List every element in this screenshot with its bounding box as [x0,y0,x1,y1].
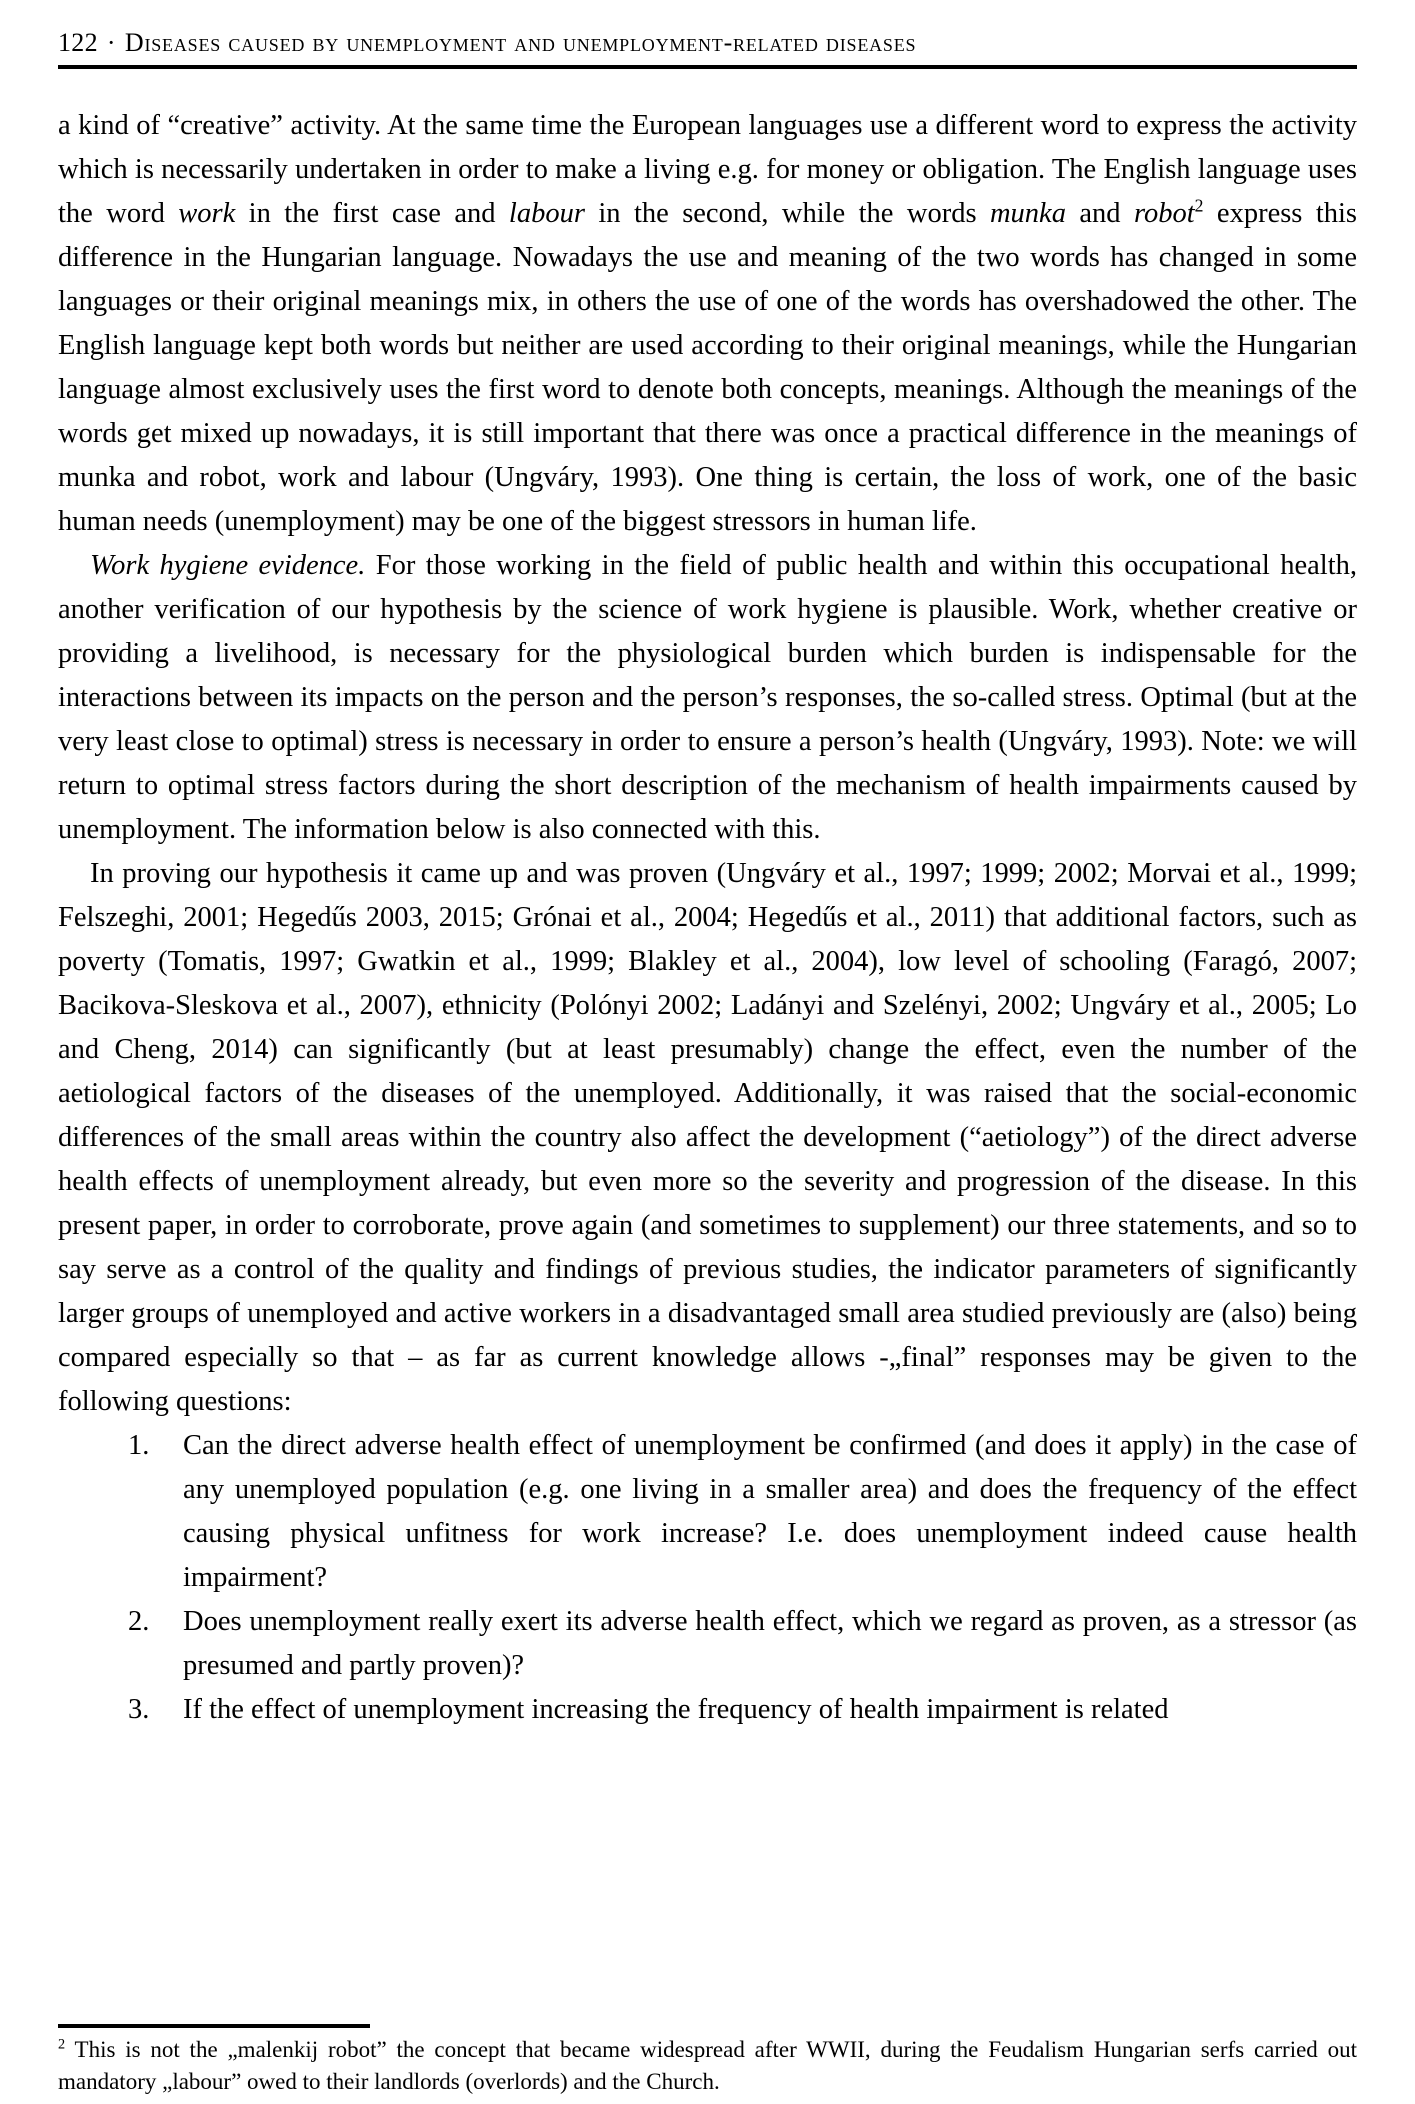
questions-list [58,1424,1357,1732]
list-item-text: If the effect of unemployment increasing the frequency of health impairment is related [183,1694,1169,1725]
paragraph-proving-hypothesis: In proving our hypothesis it came up and was proven (Ungváry et al., 1997; 1999; 2002; Morvai et al., 1999; Felszeghi, 2001; Hegedűs 2003, 2015; Grónai et al., 2004; Hegedűs et al., 2011) that additional factors, such as poverty (Tomatis, 1997; Gwatkin et al., 1999; Blakley et al., 2004), low level of schooling (Faragó, 2007; Bacikova-Sleskova et al., 2007), ethnicity (Polónyi 2002; Ladányi and Szelényi, 2002; Ungváry et al., 2005; Lo and Cheng, 2014) can significantly (but at least presumably) change the effect, even the number of the aetiological factors of the diseases of the unemployed. Additionally, it was raised that the social-economic differences of the small areas within the country also affect the development (“aetiology”) of the direct adverse health effects of unemployment already, but even more so the severity and progression of the disease. In this present paper, in order to corroborate, prove again (and sometimes to supplement) our three statements, and so to say serve as a control of the quality and findings of previous studies, the indicator parameters of significantly larger groups of unemployed and active workers in a disadvantaged small area studied previously are (also) being compared especially so that – as far as current knowledge allows -„final” responses may be given to the following questions: [58,858,1357,1417]
paragraph-continuation: a kind of “creative” activity. At the same time the European languages use a different word to express the activity which is necessarily undertaken in order to make a living e.g. for money or obligation. The English language uses the word work in the first case and labour in the second, while the words munka and robot$^2$ express this difference in the Hungarian language. Nowadays the use and meaning of the two words has changed in some languages or their original meanings mix, in others the use of one of the words has overshadowed the other. The English language kept both words but neither are used according to their original meanings, while the Hungarian language almost exclusively uses the first word to denote both concepts, meanings. Although the meanings of the words get mixed up nowadays, it is still important that there was once a practical difference in the meanings of munka and robot, work and labour (Ungváry, 1993). One thing is certain, the loss of work, one of the basic human needs (unemployment) may be one of the biggest stressors in human life. [58,110,1358,537]
footnote-rule [58,2024,370,2028]
list-item-text: Can the direct adverse health effect of unemployment be confirmed (and does it apply) in the case of any unemployed population (e.g. one living in a smaller area) and does the frequency of the effect causing physical unfitness for work increase? I.e. does unemployment indeed cause health impairment? [183,1430,1357,1593]
page-number: 122 [58,28,98,57]
list-item-number: 3. [128,1694,150,1725]
list-item [128,1424,1357,1600]
page-body [58,104,1357,1732]
list-item-text: Does unemployment really exert its adverse health effect, which we regard as proven, as a stressor (as presumed and partly proven)? [183,1606,1357,1681]
list-item-number: 2. [128,1606,150,1637]
footnote [58,2034,1357,2098]
list-item-number: 1. [128,1430,150,1461]
list-item [128,1600,1357,1688]
header-separator: · [106,28,116,57]
paragraph-work-hygiene-evidence: Work hygiene evidence. For those working in the field of public health and within this occupational health, another verification of our hypothesis by the science of work hygiene is plausible. Work, whether creative or providing a livelihood, is necessary for the physiological burden which burden is indispensable for the interactions between its impacts on the person and the person’s responses, the so-called stress. Optimal (but at the very least close to optimal) stress is necessary in order to ensure a person’s health (Ungváry, 1993). Note: we will return to optimal stress factors during the short description of the mechanism of health impairments caused by unemployment. The information below is also connected with this. [58,550,1357,845]
footnote-text: This is not the „malenkij robot” the concept that became widespread after WWII, during the Feudalism Hungarian serfs carried out mandatory „labour” owed to their landlords (overlords) and the Church. [58,2037,1357,2094]
footnote-marker: 2 [58,2036,66,2053]
header-rule [58,65,1357,69]
footnote-area [58,2024,1357,2098]
running-title: Diseases caused by unemployment and unemployment-related diseases [124,28,917,57]
running-header [58,28,1357,58]
list-item [128,1688,1357,1732]
